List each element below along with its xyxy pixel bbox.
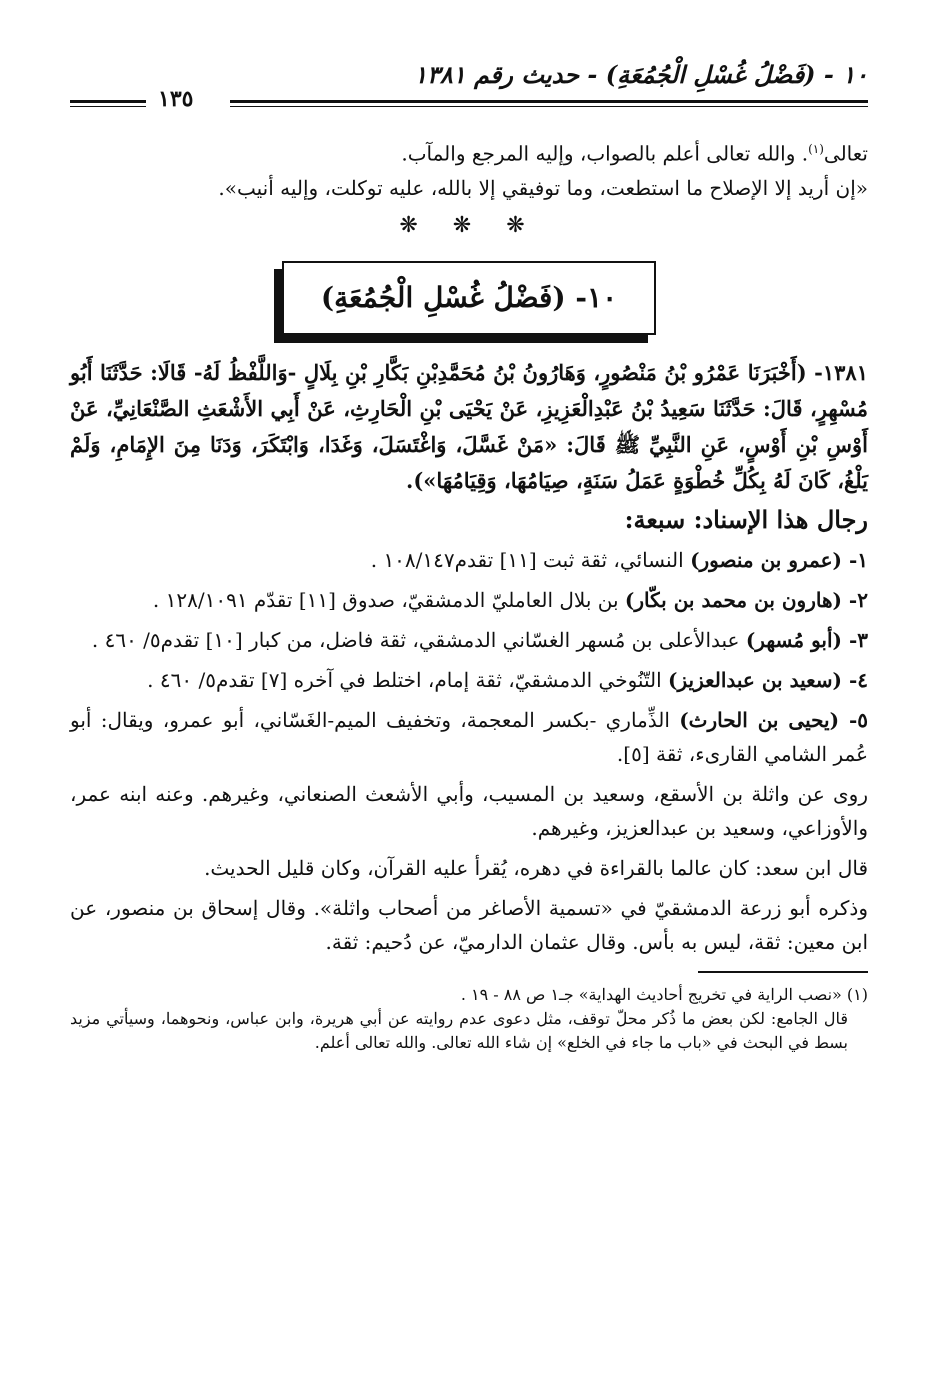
narrator-desc: عبدالأعلى بن مُسهر الغسّاني الدمشقي، ثقة فاضل، من كبار [١٠] تقدم٥/ ٤٦٠ . — [91, 627, 746, 652]
hadith-text: ١٣٨١- (أَخْبَرَنَا عَمْرُو بْنُ مَنْصُورٍ، وَهَارُونُ بْنُ مُحَمَّدِبْنِ بَكَّارِ بْنِ بِلَالٍ -وَاللَّفْظُ لَهُ- قَالَا: حَدَّثَنَا أَبُو مُسْهِرٍ، قَالَ: حَدَّثَنَا سَعِيدُ بْنُ عَبْدِالْعَزِيزِ، عَنْ يَحْيَى بْنِ الْحَارِثِ، عَنْ أَبِي الأَشْعَثِ الصَّنْعَانِيِّ، عَنْ أَوْسِ بْنِ أَوْسٍ، عَنِ النَّبِيِّ ﷺ قَالَ: «مَنْ غَسَّلَ، وَاغْتَسَلَ، وَغَدَا، وَابْتَكَرَ، وَدَنَا مِنَ الإِمَامِ، وَلَمْ يَلْغُ، كَانَ لَهُ بِكُلِّ خُطْوَةٍ عَمَلُ سَنَةٍ، صِيَامُهَا، وَقِيَامُهَا»). — [70, 359, 868, 493]
footnote-1: (١) «نصب الراية في تخريج أحاديث الهداية» جـ١ ص ٨٨ - ١٩ . — [460, 984, 868, 1004]
running-header-title: ١٠ - (فَضْلُ غُسْلِ الْجُمُعَةِ) - حديث رقم ١٣٨١ — [414, 60, 868, 89]
page-number-rule — [70, 100, 146, 103]
page-number-rule-thin — [70, 106, 146, 107]
running-header — [70, 60, 868, 112]
section-divider-stars: ❋ ❋ ❋ — [399, 212, 539, 238]
footnotes — [70, 983, 868, 1055]
book-page — [70, 50, 868, 1344]
narrator-entry — [70, 663, 868, 697]
narrator-desc: النسائي، ثقة ثبت [١١] تقدم١٠٨/١٤٧ . — [370, 547, 691, 572]
narrator-entry — [70, 543, 868, 577]
narrator-name: ٤- (سعيد بن عبدالعزيز) — [668, 667, 868, 692]
footnote-ref: (١) — [808, 142, 824, 156]
narrator-name: ٥- (يحيى بن الحارث) — [679, 707, 869, 732]
narrator-desc: الذِّماري -بكسر المعجمة، وتخفيف الميم-الغَسّاني، أبو عمرو، ويقال: أبو عُمر الشامي القارىء، ثقة [٥]. — [70, 707, 868, 766]
header-rule-thin — [230, 106, 868, 107]
narrator-paragraph-1: روى عن واثلة بن الأسقع، وسعيد بن المسيب، وأبي الأشعث الصنعاني، وغيرهم. وعنه ابنه عمر، والأوزاعي، وسعيد بن عبدالعزيز، وغيرهم. — [70, 781, 868, 840]
narrator-paragraph-3: وذكره أبو زرعة الدمشقيّ في «تسمية الأصاغر من أصحاب واثلة». وقال إسحاق بن منصور، عن ابن معين: ثقة، ليس به بأس. وقال عثمان الدارميّ، عن دُحيم: ثقة. — [70, 895, 868, 954]
page-body — [70, 132, 868, 1055]
footnote-1-comment: قال الجامع: لكن بعض ما ذُكر محلّ توقف، مثل دعوى عدم روايته عن أبي هريرة، وابن عباس، ونحوهما، وسيأتي مزيد بسط في البحث في «باب ما جاء في الخلع» إن شاء الله تعالى. والله تعالى أعلم. — [70, 1008, 848, 1052]
intro-line-1 — [70, 132, 868, 171]
chapter-title-box — [282, 261, 656, 335]
narrator-desc: بن بلال العامليّ الدمشقيّ، صدوق [١١] تقدّم ١٢٨/١٠٩١ . — [152, 587, 625, 612]
footnote-separator — [698, 971, 868, 973]
page-number: ١٣٥ — [158, 86, 194, 112]
narrator-entry — [70, 583, 868, 617]
narrator-desc: التّنُوخي الدمشقيّ، ثقة إمام، اختلط في آخره [٧] تقدم٥/ ٤٦٠ . — [147, 667, 668, 692]
chapter-title: ١٠- (فَضْلُ غُسْلِ الْجُمُعَةِ) — [320, 280, 618, 314]
intro-line-1-b: . والله تعالى أعلم بالصواب، وإليه المرجع والمآب. — [401, 141, 809, 166]
narrator-name: ٢- (هارون بن محمد بن بكّار) — [624, 587, 868, 612]
narrator-entry — [70, 703, 868, 771]
narrator-entry — [70, 623, 868, 657]
intro-line-1-a: تعالى — [823, 141, 868, 166]
narrator-name: ٣- (أبو مُسهر) — [745, 627, 868, 652]
intro-line-2: «إن أريد إلا الإصلاح ما استطعت، وما توفيقي إلا بالله، عليه توكلت، وإليه أنيب». — [218, 175, 868, 200]
narrator-paragraph-2: قال ابن سعد: كان عالما بالقراءة في دهره، يُقرأ عليه القرآن، وكان قليل الحديث. — [204, 855, 868, 880]
narrators-heading: رجال هذا الإسناد: سبعة: — [624, 504, 868, 534]
header-rule — [230, 100, 868, 103]
narrator-name: ١- (عمرو بن منصور) — [690, 547, 868, 572]
